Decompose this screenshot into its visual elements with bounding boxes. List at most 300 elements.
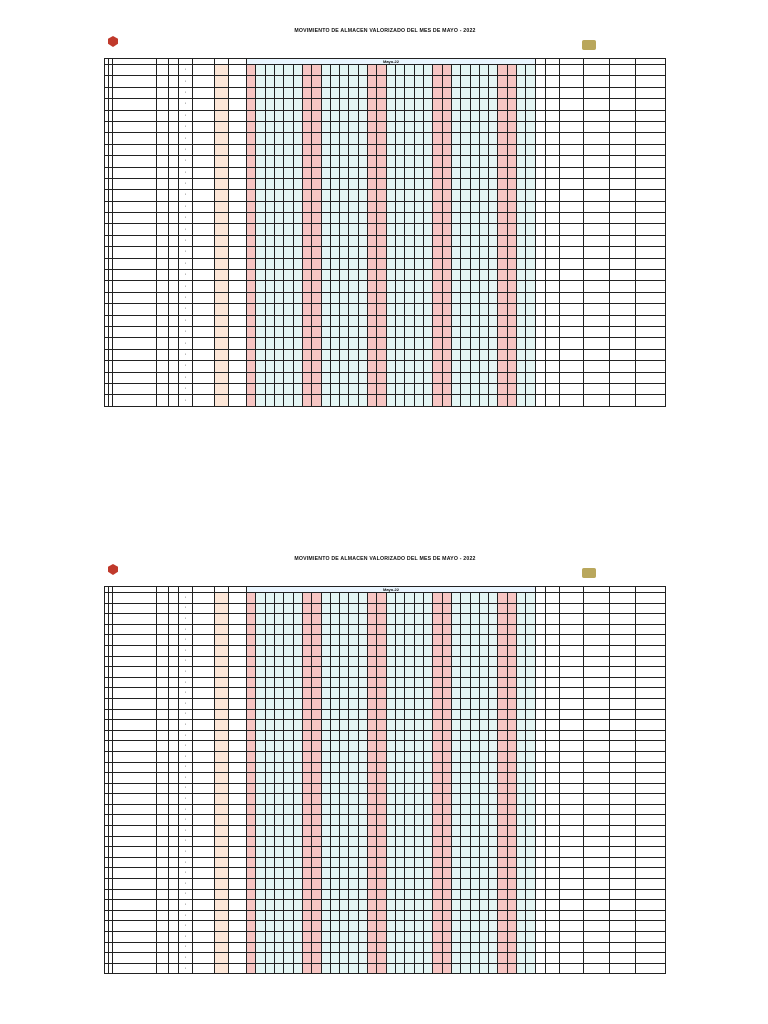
day-cell xyxy=(489,889,498,900)
day-cell xyxy=(414,826,423,837)
table-cell xyxy=(584,304,610,315)
table-cell xyxy=(215,667,229,678)
table-cell xyxy=(560,645,584,656)
day-cell xyxy=(247,773,256,784)
day-cell xyxy=(526,258,536,269)
day-cell xyxy=(526,110,536,121)
day-cell xyxy=(423,315,432,326)
day-cell xyxy=(377,635,386,646)
table-cell xyxy=(636,773,666,784)
day-cell xyxy=(414,730,423,741)
table-cell xyxy=(560,383,584,394)
day-cell xyxy=(498,133,507,144)
day-cell xyxy=(247,247,256,258)
day-cell xyxy=(330,815,339,826)
day-cell xyxy=(340,201,349,212)
day-cell xyxy=(302,847,311,858)
item-code xyxy=(157,87,169,98)
day-cell xyxy=(414,224,423,235)
day-cell xyxy=(256,932,265,943)
item-description xyxy=(113,156,157,167)
day-cell xyxy=(321,614,330,625)
table-cell xyxy=(169,315,179,326)
day-cell xyxy=(451,868,460,879)
table-cell xyxy=(560,847,584,858)
day-cell xyxy=(293,815,302,826)
day-cell xyxy=(349,178,358,189)
day-cell xyxy=(265,900,274,911)
table-cell xyxy=(636,121,666,132)
day-cell xyxy=(489,900,498,911)
table-cell xyxy=(584,235,610,246)
day-cell xyxy=(330,281,339,292)
item-quantity: 1 xyxy=(179,804,193,815)
day-cell xyxy=(498,372,507,383)
day-cell xyxy=(507,730,516,741)
day-cell xyxy=(247,677,256,688)
day-cell xyxy=(358,741,367,752)
day-cell xyxy=(489,614,498,625)
day-cell xyxy=(349,349,358,360)
day-cell xyxy=(293,258,302,269)
day-cell xyxy=(368,224,377,235)
day-cell xyxy=(368,879,377,890)
day-cell xyxy=(405,741,414,752)
table-cell xyxy=(215,395,229,406)
day-cell xyxy=(358,667,367,678)
day-cell xyxy=(517,190,526,201)
day-cell xyxy=(526,235,536,246)
day-cell xyxy=(470,656,479,667)
day-cell xyxy=(470,224,479,235)
day-cell xyxy=(293,900,302,911)
day-cell xyxy=(349,326,358,337)
table-row xyxy=(105,688,666,699)
table-row xyxy=(105,942,666,953)
day-cell xyxy=(517,645,526,656)
item-code xyxy=(157,201,169,212)
day-cell xyxy=(302,635,311,646)
day-cell xyxy=(377,292,386,303)
day-cell xyxy=(479,635,488,646)
day-cell xyxy=(479,372,488,383)
day-cell xyxy=(284,224,293,235)
item-code xyxy=(157,762,169,773)
item-description xyxy=(113,847,157,858)
table-cell xyxy=(229,773,247,784)
day-cell xyxy=(461,144,470,155)
day-cell xyxy=(256,868,265,879)
table-cell xyxy=(169,826,179,837)
day-cell xyxy=(284,900,293,911)
table-cell xyxy=(610,167,636,178)
day-cell xyxy=(442,144,451,155)
day-cell xyxy=(312,224,321,235)
day-cell xyxy=(461,868,470,879)
table-cell xyxy=(215,190,229,201)
table-cell xyxy=(193,751,215,762)
table-cell xyxy=(560,698,584,709)
day-cell xyxy=(386,762,395,773)
table-cell xyxy=(584,921,610,932)
day-cell xyxy=(265,65,274,76)
table-cell xyxy=(169,167,179,178)
day-cell xyxy=(321,804,330,815)
item-quantity: 1 xyxy=(179,87,193,98)
day-cell xyxy=(312,121,321,132)
day-cell xyxy=(433,921,442,932)
day-cell xyxy=(507,270,516,281)
day-cell xyxy=(517,836,526,847)
day-cell xyxy=(526,65,536,76)
day-cell xyxy=(368,932,377,943)
day-cell xyxy=(507,783,516,794)
table-cell xyxy=(584,826,610,837)
day-cell xyxy=(274,667,283,678)
table-cell xyxy=(215,292,229,303)
day-cell xyxy=(312,667,321,678)
day-cell xyxy=(414,932,423,943)
day-cell xyxy=(284,167,293,178)
day-cell xyxy=(293,932,302,943)
day-cell xyxy=(256,751,265,762)
day-cell xyxy=(498,99,507,110)
day-cell xyxy=(247,349,256,360)
day-cell xyxy=(312,87,321,98)
day-cell xyxy=(489,783,498,794)
day-cell xyxy=(489,121,498,132)
day-cell xyxy=(414,942,423,953)
day-cell xyxy=(377,720,386,731)
day-cell xyxy=(312,645,321,656)
day-cell xyxy=(470,932,479,943)
day-cell xyxy=(265,804,274,815)
table-cell xyxy=(584,677,610,688)
day-cell xyxy=(489,879,498,890)
day-cell xyxy=(489,942,498,953)
day-cell xyxy=(312,213,321,224)
day-cell xyxy=(451,963,460,974)
day-cell xyxy=(423,698,432,709)
table-cell xyxy=(636,247,666,258)
table-row xyxy=(105,773,666,784)
table-cell xyxy=(215,836,229,847)
table-cell xyxy=(215,921,229,932)
day-cell xyxy=(256,921,265,932)
table-row xyxy=(105,201,666,212)
day-cell xyxy=(479,794,488,805)
day-cell xyxy=(470,889,479,900)
day-cell xyxy=(256,304,265,315)
day-cell xyxy=(312,698,321,709)
day-cell xyxy=(451,879,460,890)
day-cell xyxy=(302,292,311,303)
day-cell xyxy=(405,698,414,709)
day-cell xyxy=(247,235,256,246)
day-cell xyxy=(247,167,256,178)
table-cell xyxy=(636,794,666,805)
day-cell xyxy=(396,751,405,762)
item-description xyxy=(113,99,157,110)
day-cell xyxy=(433,213,442,224)
table-row xyxy=(105,762,666,773)
item-code xyxy=(157,110,169,121)
day-cell xyxy=(442,201,451,212)
day-cell xyxy=(489,133,498,144)
day-cell xyxy=(284,868,293,879)
day-cell xyxy=(451,603,460,614)
day-cell xyxy=(377,656,386,667)
day-cell xyxy=(321,349,330,360)
table-cell xyxy=(610,258,636,269)
table-cell xyxy=(169,815,179,826)
day-cell xyxy=(414,110,423,121)
day-cell xyxy=(321,868,330,879)
day-cell xyxy=(526,178,536,189)
item-quantity: 1 xyxy=(179,624,193,635)
day-cell xyxy=(349,110,358,121)
day-cell xyxy=(247,361,256,372)
day-cell xyxy=(433,762,442,773)
day-cell xyxy=(442,593,451,604)
day-cell xyxy=(507,942,516,953)
day-cell xyxy=(302,87,311,98)
day-cell xyxy=(377,593,386,604)
day-cell xyxy=(507,87,516,98)
day-cell xyxy=(284,953,293,964)
day-cell xyxy=(312,879,321,890)
day-cell xyxy=(498,677,507,688)
day-cell xyxy=(349,889,358,900)
day-cell xyxy=(256,213,265,224)
table-cell xyxy=(215,213,229,224)
table-cell xyxy=(546,349,560,360)
day-cell xyxy=(377,614,386,625)
table-cell xyxy=(584,383,610,394)
day-cell xyxy=(284,624,293,635)
table-cell xyxy=(229,656,247,667)
day-cell xyxy=(321,213,330,224)
day-cell xyxy=(302,624,311,635)
day-cell xyxy=(256,593,265,604)
item-description xyxy=(113,247,157,258)
day-cell xyxy=(274,836,283,847)
day-cell xyxy=(302,762,311,773)
table-cell xyxy=(536,836,546,847)
day-cell xyxy=(368,794,377,805)
day-cell xyxy=(256,794,265,805)
day-cell xyxy=(423,900,432,911)
table-cell xyxy=(546,338,560,349)
table-cell xyxy=(169,624,179,635)
table-cell xyxy=(169,156,179,167)
day-cell xyxy=(247,99,256,110)
table-cell xyxy=(560,593,584,604)
day-cell xyxy=(461,762,470,773)
day-cell xyxy=(526,349,536,360)
day-cell xyxy=(302,315,311,326)
day-cell xyxy=(489,99,498,110)
day-cell xyxy=(517,942,526,953)
day-cell xyxy=(330,921,339,932)
day-cell xyxy=(451,247,460,258)
day-cell xyxy=(489,910,498,921)
table-row xyxy=(105,338,666,349)
table-row xyxy=(105,361,666,372)
day-cell xyxy=(423,201,432,212)
day-cell xyxy=(433,889,442,900)
day-cell xyxy=(433,383,442,394)
day-cell xyxy=(470,235,479,246)
table-cell xyxy=(584,349,610,360)
table-cell xyxy=(215,804,229,815)
table-cell xyxy=(560,804,584,815)
day-cell xyxy=(479,87,488,98)
day-cell xyxy=(256,836,265,847)
table-row xyxy=(105,110,666,121)
table-cell xyxy=(584,247,610,258)
day-cell xyxy=(489,741,498,752)
day-cell xyxy=(461,624,470,635)
table-cell xyxy=(215,235,229,246)
day-cell xyxy=(498,395,507,406)
table-cell xyxy=(584,900,610,911)
day-cell xyxy=(330,270,339,281)
day-cell xyxy=(302,99,311,110)
item-description xyxy=(113,349,157,360)
day-cell xyxy=(247,857,256,868)
day-cell xyxy=(293,720,302,731)
item-description xyxy=(113,292,157,303)
day-cell xyxy=(340,910,349,921)
day-cell xyxy=(349,292,358,303)
day-cell xyxy=(405,593,414,604)
day-cell xyxy=(340,656,349,667)
table-cell xyxy=(636,270,666,281)
day-cell xyxy=(507,144,516,155)
item-quantity: 1 xyxy=(179,156,193,167)
table-cell xyxy=(536,932,546,943)
day-cell xyxy=(312,942,321,953)
day-cell xyxy=(377,258,386,269)
table-row xyxy=(105,315,666,326)
table-cell xyxy=(229,624,247,635)
day-cell xyxy=(377,688,386,699)
day-cell xyxy=(414,201,423,212)
table-row xyxy=(105,963,666,974)
day-cell xyxy=(451,99,460,110)
day-cell xyxy=(386,121,395,132)
day-cell xyxy=(451,741,460,752)
day-cell xyxy=(442,213,451,224)
day-cell xyxy=(349,794,358,805)
table-cell xyxy=(546,836,560,847)
table-cell xyxy=(536,815,546,826)
table-cell xyxy=(546,942,560,953)
day-cell xyxy=(330,121,339,132)
table-cell xyxy=(229,326,247,337)
day-cell xyxy=(517,730,526,741)
table-cell xyxy=(215,121,229,132)
day-cell xyxy=(507,879,516,890)
day-cell xyxy=(321,932,330,943)
table-cell xyxy=(215,315,229,326)
item-code xyxy=(157,847,169,858)
item-code xyxy=(157,783,169,794)
item-code xyxy=(157,889,169,900)
day-cell xyxy=(526,614,536,625)
day-cell xyxy=(256,730,265,741)
table-cell xyxy=(193,247,215,258)
day-cell xyxy=(386,794,395,805)
table-row xyxy=(105,213,666,224)
day-cell xyxy=(312,932,321,943)
day-cell xyxy=(247,783,256,794)
day-cell xyxy=(498,826,507,837)
table-cell xyxy=(584,87,610,98)
day-cell xyxy=(302,383,311,394)
day-cell xyxy=(517,281,526,292)
day-cell xyxy=(451,847,460,858)
table-cell xyxy=(169,953,179,964)
day-cell xyxy=(256,879,265,890)
day-cell xyxy=(442,889,451,900)
table-cell xyxy=(636,656,666,667)
table-cell xyxy=(610,338,636,349)
table-cell xyxy=(193,121,215,132)
day-cell xyxy=(386,900,395,911)
day-cell xyxy=(461,99,470,110)
day-cell xyxy=(414,76,423,87)
day-cell xyxy=(414,879,423,890)
day-cell xyxy=(526,751,536,762)
day-cell xyxy=(256,635,265,646)
day-cell xyxy=(451,65,460,76)
day-cell xyxy=(433,698,442,709)
table-cell xyxy=(215,156,229,167)
day-cell xyxy=(247,121,256,132)
day-cell xyxy=(330,372,339,383)
day-cell xyxy=(386,292,395,303)
day-cell xyxy=(470,751,479,762)
day-cell xyxy=(489,953,498,964)
day-cell xyxy=(479,110,488,121)
day-cell xyxy=(405,133,414,144)
day-cell xyxy=(349,258,358,269)
day-cell xyxy=(386,698,395,709)
day-cell xyxy=(349,281,358,292)
day-cell xyxy=(433,593,442,604)
day-cell xyxy=(274,910,283,921)
day-cell xyxy=(517,889,526,900)
day-cell xyxy=(423,953,432,964)
day-cell xyxy=(358,847,367,858)
day-cell xyxy=(330,133,339,144)
day-cell xyxy=(358,224,367,235)
day-cell xyxy=(451,315,460,326)
table-row xyxy=(105,121,666,132)
day-cell xyxy=(507,677,516,688)
day-cell xyxy=(340,178,349,189)
day-cell xyxy=(368,762,377,773)
item-code xyxy=(157,247,169,258)
item-code xyxy=(157,281,169,292)
day-cell xyxy=(330,213,339,224)
table-cell xyxy=(229,247,247,258)
day-cell xyxy=(349,395,358,406)
table-row xyxy=(105,921,666,932)
day-cell xyxy=(405,349,414,360)
